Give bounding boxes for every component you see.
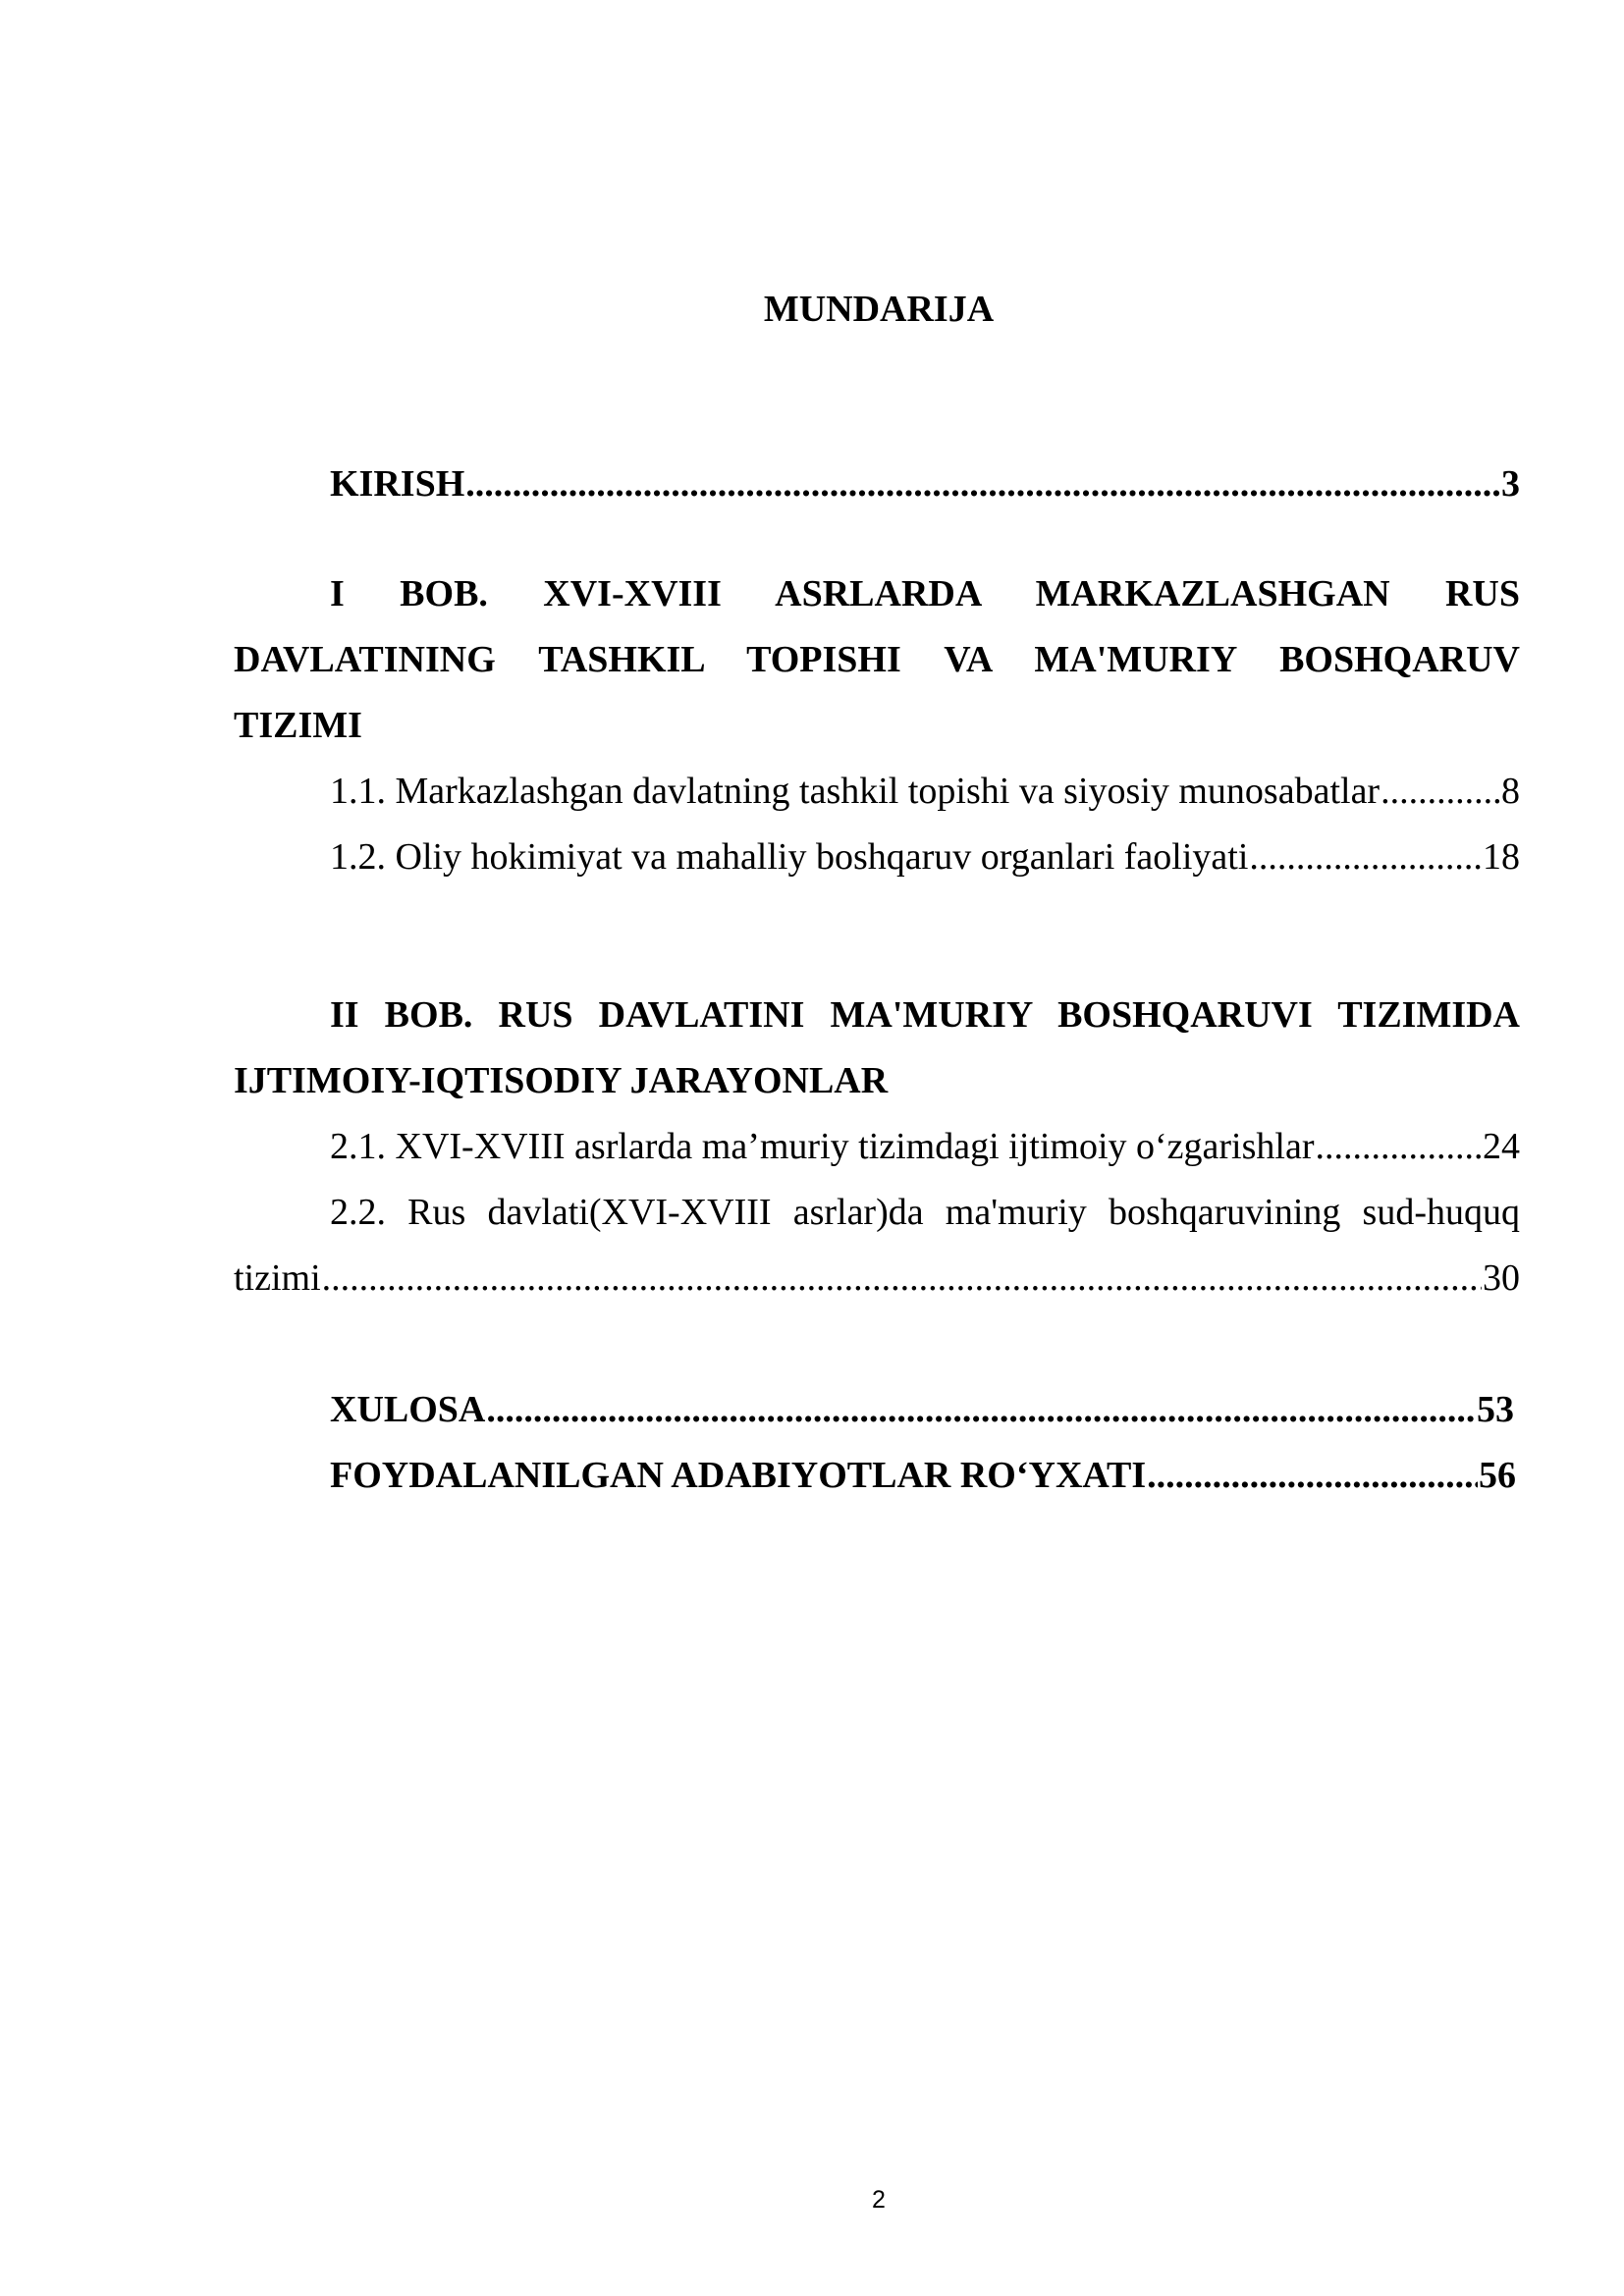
toc-entry-page: 30 [1482,1246,1520,1311]
dot-leader [322,1246,1482,1311]
chapter-2-heading-line: II BOB. RUS DAVLATINI MA'MURIY BOSHQARUVI TIZIMIDA [330,994,1520,1036]
toc-entry-references[interactable] [330,1443,1516,1509]
chapter-1-heading-line: TIZIMI [234,705,362,746]
dot-leader [1249,825,1482,890]
toc-entry-page: 18 [1482,825,1520,890]
toc-entry-label-line: 2.2. Rus davlati(XVI-XVIII asrlar)da ma'muriy boshqaruvining sud-huquq [330,1192,1520,1233]
toc-entry-conclusion[interactable] [330,1377,1514,1443]
toc-entry-page: 53 [1476,1377,1514,1443]
toc-entry-section-2-1[interactable] [330,1114,1520,1180]
toc-entry-label: tizimi [234,1246,322,1311]
toc-entry-label: 1.2. Oliy hokimiyat va mahalliy boshqaruv organlari faoliyati [330,825,1249,890]
toc-entry-section-1-1[interactable] [330,759,1520,825]
page-title: MUNDARIJA [763,289,995,330]
dot-leader [1380,759,1500,825]
page-number: 2 [872,2186,886,2214]
toc-entry-label: 2.1. XVI-XVIII asrlarda ma’muriy tizimdagi ijtimoiy o‘zgarishlar [330,1114,1315,1180]
toc-entry-page: 8 [1500,759,1520,825]
chapter-1-heading[interactable] [234,561,1520,759]
toc-entry-section-2-2-continued[interactable] [234,1246,1520,1311]
dot-leader [486,1377,1476,1443]
toc-entry-page: 56 [1478,1443,1516,1509]
chapter-1-heading-line: I BOB. XVI-XVIII ASRLARDA MARKAZLASHGAN RUS [330,573,1520,614]
chapter-2-heading[interactable] [234,983,1520,1114]
chapter-1-heading-line: DAVLATINING TASHKIL TOPISHI VA MA'MURIY BOSHQARUV [234,639,1520,680]
toc-entry-section-1-2[interactable] [330,825,1520,890]
toc-entry-label: KIRISH [330,452,465,517]
toc-entry-page: 3 [1500,452,1520,517]
toc-entry-label: 1.1. Markazlashgan davlatning tashkil topishi va siyosiy munosabatlar [330,759,1380,825]
dot-leader [1147,1443,1478,1509]
toc-entry-page: 24 [1482,1114,1520,1180]
toc-entry-intro[interactable] [330,452,1520,517]
dot-leader [1315,1114,1482,1180]
toc-entry-section-2-2[interactable] [234,1180,1520,1246]
toc-entry-label: FOYDALANILGAN ADABIYOTLAR RO‘YXATI [330,1443,1147,1509]
dot-leader [465,452,1500,517]
toc-entry-label: XULOSA [330,1377,486,1443]
chapter-2-heading-line: IJTIMOIY-IQTISODIY JARAYONLAR [234,1060,889,1101]
